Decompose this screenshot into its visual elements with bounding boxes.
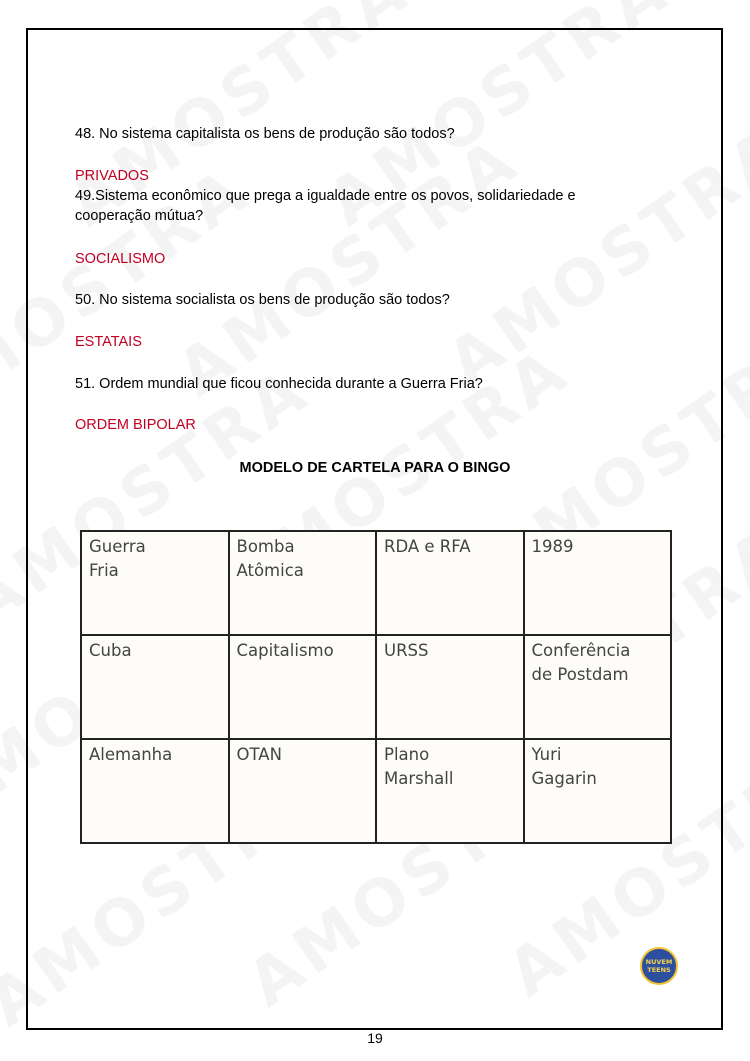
bingo-cell: 1989	[524, 531, 672, 635]
question-48: 48. No sistema capitalista os bens de produção são todos?	[75, 126, 455, 142]
answer-51: ORDEM BIPOLAR	[75, 417, 196, 433]
bingo-cell: RDA e RFA	[376, 531, 524, 635]
bingo-title: MODELO DE CARTELA PARA O BINGO	[239, 460, 511, 476]
bingo-cell: Guerra Fria	[81, 531, 229, 635]
bingo-cell: OTAN	[229, 739, 377, 843]
page-number: 19	[367, 1030, 383, 1046]
bingo-cell: Alemanha	[81, 739, 229, 843]
bingo-cell: Plano Marshall	[376, 739, 524, 843]
logo-text-line2: TEENS	[647, 966, 671, 974]
bingo-row	[81, 531, 671, 635]
question-49: 49.Sistema econômico que prega a igualdade entre os povos, solidariedade e cooperação mútua?	[75, 188, 576, 224]
bingo-cell: Cuba	[81, 635, 229, 739]
bingo-cell: Yuri Gagarin	[524, 739, 672, 843]
logo-text-line1: NUVEM	[645, 958, 673, 966]
bingo-row	[81, 739, 671, 843]
bingo-cell: Conferência de Postdam	[524, 635, 672, 739]
answer-49: SOCIALISMO	[75, 251, 166, 267]
answer-50: ESTATAIS	[75, 334, 142, 350]
question-50: 50. No sistema socialista os bens de produção são todos?	[75, 292, 450, 308]
question-51: 51. Ordem mundial que ficou conhecida durante a Guerra Fria?	[75, 376, 483, 392]
bingo-cell: Capitalismo	[229, 635, 377, 739]
nuvem-teens-logo	[640, 947, 678, 985]
bingo-row	[81, 635, 671, 739]
bingo-card	[80, 530, 672, 844]
bingo-cell: Bomba Atômica	[229, 531, 377, 635]
bingo-cell: URSS	[376, 635, 524, 739]
answer-48: PRIVADOS	[75, 168, 149, 184]
